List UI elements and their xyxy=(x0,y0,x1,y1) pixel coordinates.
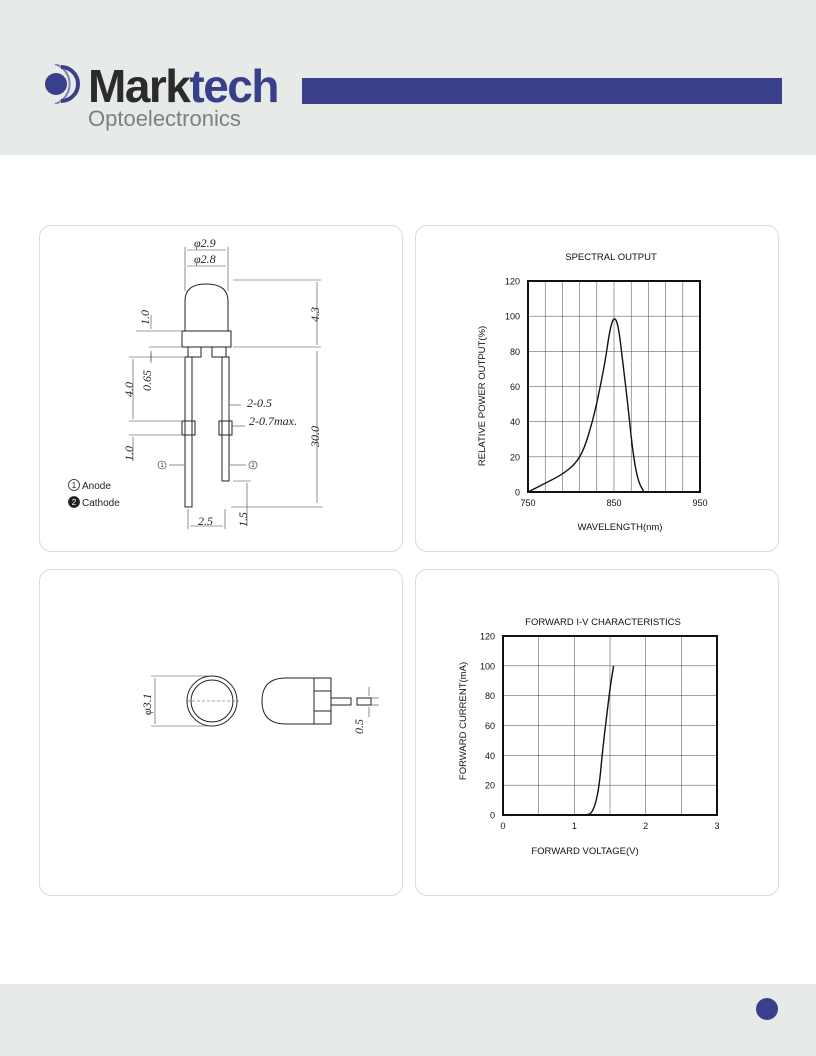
x-tick-label: 750 xyxy=(520,498,536,508)
end-view-card xyxy=(39,569,403,896)
y-axis-label: RELATIVE POWER OUTPUT(%) xyxy=(477,325,488,467)
iv-chart-card xyxy=(415,569,779,896)
dim-d207: 2-0.7max. xyxy=(249,414,297,428)
pin2-marker-num: 2 xyxy=(251,463,255,469)
dim-d10b: 1.0 xyxy=(122,446,136,461)
y-tick-label: 0 xyxy=(514,487,520,498)
chart-grid xyxy=(528,281,700,492)
dim-d205: 2-0.5 xyxy=(247,396,272,410)
header-bar xyxy=(302,78,782,104)
brand-subtitle: Optoelectronics xyxy=(88,106,241,131)
y-tick-label: 100 xyxy=(504,311,520,322)
y-tick-label: 60 xyxy=(509,382,520,392)
dim-d40: 4.0 xyxy=(122,382,136,397)
forward-iv-chart xyxy=(416,570,778,895)
x-tick-label: 0 xyxy=(500,821,506,831)
y-tick-label: 20 xyxy=(484,780,495,791)
y-tick-label: 120 xyxy=(479,631,495,642)
page-dot-icon xyxy=(756,998,778,1020)
y-tick-label: 120 xyxy=(504,276,520,287)
chart-grid xyxy=(503,636,717,815)
series-line xyxy=(503,666,614,815)
dim-d43: 4.3 xyxy=(308,307,322,322)
outline-drawing xyxy=(40,226,402,551)
dim-d31: φ3.1 xyxy=(140,693,154,715)
brand-part1: Mark xyxy=(88,60,190,112)
legend-pin2-label: Cathode xyxy=(82,498,120,509)
x-tick-label: 1 xyxy=(571,821,577,831)
y-tick-label: 60 xyxy=(484,721,495,731)
dim-d15: 1.5 xyxy=(236,512,250,527)
y-tick-label: 20 xyxy=(509,452,520,463)
legend-pin1-label: Anode xyxy=(82,481,111,492)
dim-d28: φ2.8 xyxy=(194,252,216,266)
logo-icon xyxy=(42,64,82,104)
x-tick-label: 2 xyxy=(643,821,649,831)
x-tick-label: 950 xyxy=(692,498,708,508)
legend-pin1-num: 1 xyxy=(71,481,77,490)
y-axis-label: FORWARD CURRENT(mA) xyxy=(458,661,469,781)
x-tick-label: 3 xyxy=(714,821,720,831)
pin1-marker-num: 1 xyxy=(160,463,164,469)
y-tick-label: 40 xyxy=(484,750,495,761)
dim-d065: 0.65 xyxy=(140,370,154,391)
x-tick-label: 850 xyxy=(606,498,622,508)
dim-d25: 2.5 xyxy=(198,514,213,528)
footer-band xyxy=(0,984,816,1056)
y-tick-label: 100 xyxy=(479,661,495,672)
end-view-drawing xyxy=(40,570,402,895)
brand-part2: tech xyxy=(189,60,278,112)
dim-d29: φ2.9 xyxy=(194,236,216,250)
spectral-chart-card xyxy=(415,225,779,552)
legend-pin2-num: 2 xyxy=(71,498,77,507)
y-tick-label: 0 xyxy=(489,810,495,821)
x-axis-label: FORWARD VOLTAGE(V) xyxy=(531,846,639,857)
outline-drawing-card xyxy=(39,225,403,552)
chart-title: FORWARD I-V CHARACTERISTICS xyxy=(525,617,681,628)
dim-d10a: 1.0 xyxy=(138,310,152,325)
dim-d300: 30.0 xyxy=(308,426,322,447)
chart-title: SPECTRAL OUTPUT xyxy=(565,252,657,263)
y-tick-label: 80 xyxy=(484,691,495,702)
y-tick-label: 80 xyxy=(509,346,520,357)
y-tick-label: 40 xyxy=(509,417,520,428)
spectral-output-chart xyxy=(416,226,778,551)
dim-d05: 0.5 xyxy=(352,719,366,734)
x-axis-label: WAVELENGTH(nm) xyxy=(577,522,663,533)
